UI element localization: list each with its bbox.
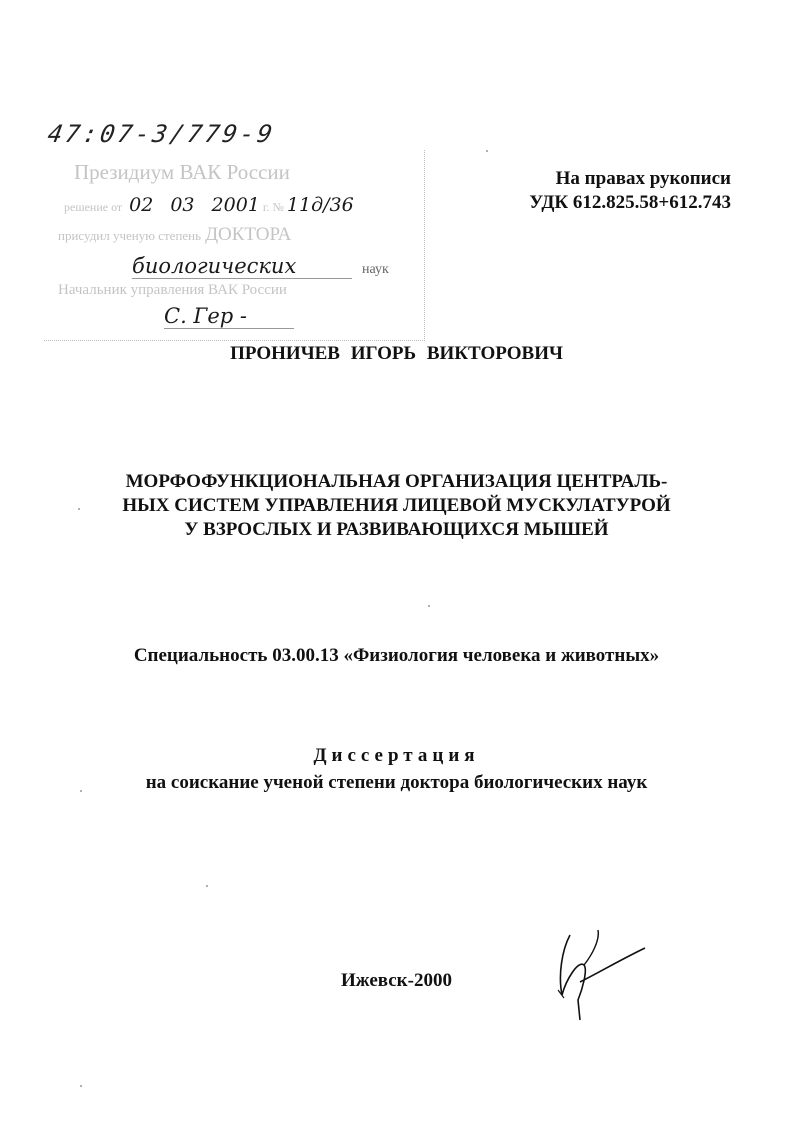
stamp-line-field — [132, 254, 389, 279]
vak-stamp — [44, 150, 425, 341]
author-name: ПРОНИЧЕВ ИГОРЬ ВИКТОРОВИЧ — [230, 343, 563, 364]
stamp-degree-prefix: присудил ученую степень — [58, 228, 202, 243]
title-line-2: НЫХ СИСТЕМ УПРАВЛЕНИЯ ЛИЦЕВОЙ МУСКУЛАТУРОЙ — [122, 495, 671, 516]
scan-speck — [486, 150, 488, 152]
scan-speck — [80, 1085, 82, 1087]
title-line-3: У ВЗРОСЛЫХ И РАЗВИВАЮЩИХСЯ МЫШЕЙ — [184, 519, 609, 540]
stamp-line-signature — [164, 304, 294, 329]
stamp-field-value: биологических — [132, 254, 352, 279]
author-signature — [540, 920, 650, 1030]
stamp-decision-prefix: решение от — [64, 200, 123, 214]
stamp-number: 47:07-3/779-9 — [45, 120, 278, 148]
stamp-line-presidium: Президиум ВАК России — [74, 160, 290, 184]
dissertation-label: Диссертация — [313, 745, 480, 766]
stamp-decision-year: 2001 — [211, 194, 260, 216]
scan-speck — [206, 885, 208, 887]
scan-speck — [428, 605, 430, 607]
udk-label: УДК 612.825.58+612.743 — [529, 192, 731, 213]
stamp-decision-day: 02 — [129, 194, 154, 216]
scan-speck — [78, 508, 80, 510]
stamp-line-decision — [64, 194, 354, 216]
scan-speck — [80, 790, 82, 792]
stamp-decision-suffix: г. № — [262, 200, 284, 214]
stamp-decision-number: 11д/36 — [286, 194, 354, 216]
stamp-field-suffix: наук — [362, 262, 389, 277]
title-line-1: МОРФОФУНКЦИОНАЛЬНАЯ ОРГАНИЗАЦИЯ ЦЕНТРАЛЬ- — [125, 471, 668, 492]
header-block — [529, 167, 731, 215]
rights-label: На правах рукописи — [555, 168, 731, 189]
specialty: Специальность 03.00.13 «Физиология человека и животных» — [133, 645, 660, 666]
stamp-degree-value: ДОКТОРА — [205, 224, 292, 245]
stamp-line-degree — [58, 224, 291, 246]
degree-label: на соискание ученой степени доктора биологических наук — [145, 772, 648, 793]
city-year: Ижевск-2000 — [341, 970, 452, 991]
stamp-signature: С. Гер - — [164, 304, 294, 329]
dissertation-title — [0, 470, 793, 542]
stamp-line-head: Начальник управления ВАК России — [58, 282, 287, 298]
stamp-decision-month: 03 — [170, 194, 195, 216]
